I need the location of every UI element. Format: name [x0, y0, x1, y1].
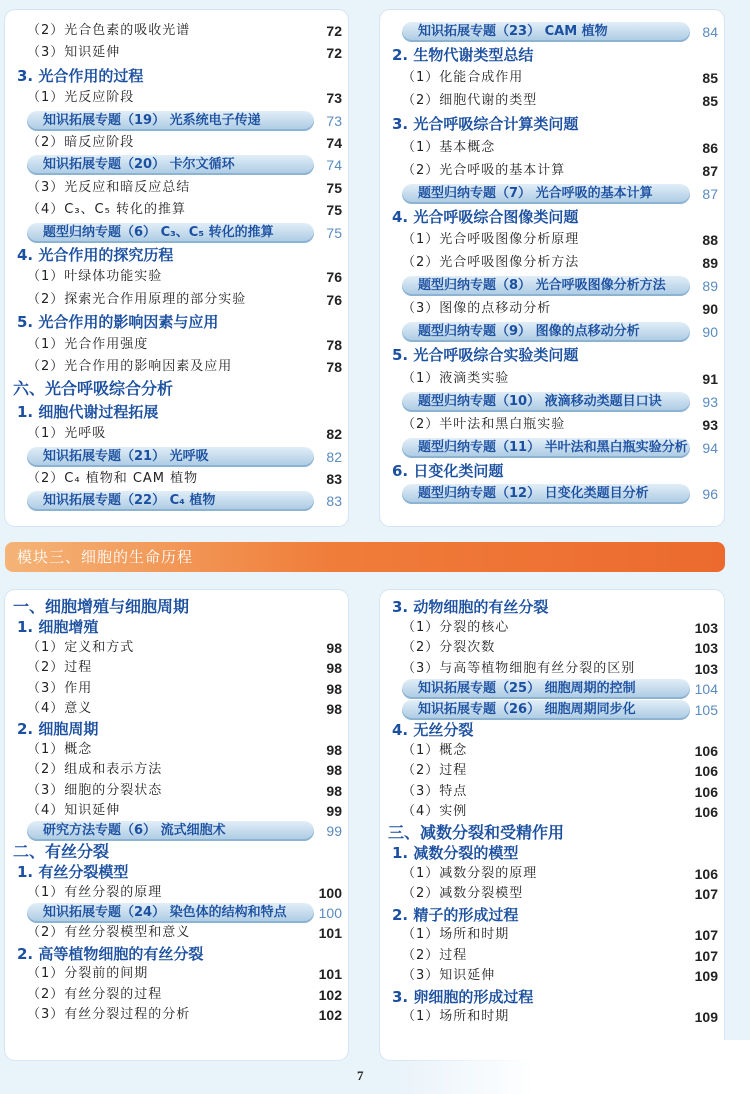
- toc-page-number: 89: [702, 278, 718, 295]
- toc-entry-title: （1）场所和时期: [402, 1009, 510, 1024]
- toc-page-number: 105: [694, 701, 718, 718]
- toc-entry-title: （3）细胞的分裂状态: [27, 782, 163, 798]
- toc-heading[interactable]: [380, 596, 724, 618]
- toc-topic-entry[interactable]: [5, 446, 348, 468]
- toc-page-number: 98: [326, 782, 342, 799]
- toc-entry-title: 知识拓展专题（24） 染色体的结构和特点: [43, 905, 287, 920]
- toc-page-number: 90: [702, 301, 718, 318]
- toc-entry-title: （2）光合色素的吸收光谱: [27, 23, 191, 38]
- toc-page-number: 106: [694, 763, 718, 779]
- toc-entry-title: （1）光合呼吸图像分析原理: [402, 231, 580, 247]
- toc-page-number: 104: [694, 681, 718, 697]
- toc-entry-title: （4）C₃、C₅ 转化的推算: [27, 202, 186, 218]
- toc-page-number: 106: [694, 783, 718, 800]
- toc-entry-title: 知识拓展专题（23） CAM 植物: [418, 24, 608, 39]
- toc-entry[interactable]: [5, 780, 348, 802]
- toc-heading[interactable]: [380, 344, 724, 366]
- toc-topic-entry[interactable]: [380, 437, 724, 459]
- toc-entry-title: 题型归纳专题（8） 光合呼吸图像分析方法: [418, 278, 666, 294]
- toc-entry-title: 3. 光合呼吸综合计算类问题: [392, 115, 579, 134]
- toc-entry-title: 1. 有丝分裂模型: [17, 863, 129, 882]
- toc-entry[interactable]: [380, 883, 724, 905]
- toc-heading[interactable]: [5, 841, 348, 863]
- toc-entry-title: （1）分裂的核心: [402, 619, 510, 635]
- toc-topic-entry[interactable]: [380, 183, 724, 205]
- toc-entry-title: （3）知识延伸: [27, 45, 121, 61]
- toc-page-number: 74: [326, 135, 342, 151]
- toc-page-number: 101: [318, 966, 342, 983]
- toc-page-number: 72: [326, 45, 342, 62]
- toc-page-number: 103: [694, 619, 718, 636]
- toc-page-number: 106: [694, 865, 718, 882]
- toc-topic-entry[interactable]: [5, 820, 348, 842]
- toc-entry-title: （1）分裂前的间期: [27, 966, 149, 982]
- toc-entry-title: 2. 高等植物细胞的有丝分裂: [17, 944, 204, 963]
- toc-entry-title: （1）定义和方式: [27, 639, 135, 655]
- toc-entry-title: （1）化能合成作用: [402, 70, 524, 86]
- toc-page-number: 109: [694, 1009, 718, 1025]
- toc-entry[interactable]: [5, 984, 348, 1006]
- toc-entry-title: （2）有丝分裂的过程: [27, 986, 163, 1002]
- toc-heading[interactable]: [380, 842, 724, 864]
- toc-topic-entry[interactable]: [380, 483, 724, 505]
- toc-panel-bottom-left: [5, 590, 348, 1060]
- toc-entry-title: （3）有丝分裂过程的分析: [27, 1007, 191, 1022]
- toc-entry-title: 题型归纳专题（6） C₃、C₅ 转化的推算: [43, 224, 274, 240]
- toc-page-number: 93: [702, 416, 718, 433]
- toc-page-number: 90: [702, 324, 718, 341]
- toc-entry-title: 二、有丝分裂: [13, 841, 110, 861]
- toc-entry-title: 题型归纳专题（12） 日变化类题目分析: [418, 486, 649, 501]
- toc-entry-title: （2）有丝分裂模型和意义: [27, 925, 191, 941]
- toc-entry-title: 知识拓展专题（19） 光系统电子传递: [43, 112, 261, 128]
- module-banner-title: 模块三、细胞的生命历程: [17, 548, 194, 566]
- toc-page-number: 93: [702, 393, 718, 410]
- toc-page-number: 99: [326, 823, 342, 840]
- toc-page-number: 98: [326, 639, 342, 656]
- toc-entry[interactable]: [380, 414, 724, 436]
- toc-heading[interactable]: [380, 460, 724, 482]
- toc-entry[interactable]: [5, 20, 348, 42]
- toc-entry-title: 4. 无丝分裂: [392, 721, 474, 739]
- toc-topic-entry[interactable]: [380, 275, 724, 297]
- toc-page-number: 91: [702, 370, 718, 387]
- toc-entry-title: （1）基本概念: [402, 139, 496, 155]
- toc-entry[interactable]: [380, 137, 724, 159]
- toc-entry[interactable]: [380, 801, 724, 823]
- toc-panel-top-left: [5, 10, 348, 526]
- toc-entry-title: （1）减数分裂的原理: [402, 865, 538, 881]
- toc-entry[interactable]: [5, 698, 348, 720]
- toc-page-number: 74: [326, 157, 342, 174]
- toc-entry[interactable]: [5, 199, 348, 221]
- toc-entry-title: （2）细胞代谢的类型: [402, 93, 538, 109]
- toc-page-number: 87: [702, 185, 718, 202]
- toc-entry[interactable]: [5, 963, 348, 985]
- toc-topic-entry[interactable]: [5, 490, 348, 512]
- toc-entry-title: 4. 光合作用的探究历程: [17, 246, 174, 264]
- toc-page-number: 98: [326, 680, 342, 697]
- toc-entry-title: 3. 动物细胞的有丝分裂: [392, 598, 549, 616]
- toc-topic-entry[interactable]: [380, 21, 724, 43]
- toc-entry[interactable]: [380, 617, 724, 639]
- toc-entry[interactable]: [5, 177, 348, 199]
- toc-page-number: 84: [702, 24, 718, 40]
- toc-entry-title: 题型归纳专题（7） 光合呼吸的基本计算: [418, 185, 653, 201]
- toc-page-number: 73: [326, 90, 342, 107]
- toc-entry-title: 题型归纳专题（9） 图像的点移动分析: [418, 324, 640, 340]
- toc-page-number: 99: [326, 803, 342, 819]
- toc-page-number: 103: [694, 660, 718, 677]
- toc-page-number: 96: [702, 486, 718, 502]
- toc-entry[interactable]: [5, 423, 348, 445]
- toc-page-number: 107: [694, 927, 718, 943]
- toc-page-number: 101: [318, 925, 342, 942]
- toc-heading[interactable]: [380, 719, 724, 741]
- toc-entry-title: 3. 卵细胞的形成过程: [392, 987, 534, 1006]
- toc-entry[interactable]: [5, 657, 348, 679]
- toc-entry-title: （2）过程: [402, 763, 468, 778]
- toc-panel-top-right: [380, 10, 724, 526]
- toc-page-number: 75: [326, 202, 342, 219]
- toc-entry[interactable]: [380, 229, 724, 251]
- toc-entry-title: （2）光合呼吸图像分析方法: [402, 255, 580, 270]
- toc-entry-title: 1. 减数分裂的模型: [392, 844, 519, 862]
- toc-page-number: 103: [694, 640, 718, 656]
- toc-entry-title: （2）光合作用的影响因素及应用: [27, 359, 233, 374]
- toc-page-number: 102: [318, 1007, 342, 1023]
- toc-entry-title: （4）知识延伸: [27, 803, 121, 818]
- toc-entry-title: 4. 光合呼吸综合图像类问题: [392, 207, 579, 226]
- toc-entry[interactable]: [5, 334, 348, 356]
- toc-entry[interactable]: [380, 368, 724, 390]
- toc-entry[interactable]: [5, 87, 348, 109]
- toc-entry-title: （2）探索光合作用原理的部分实验: [27, 291, 247, 307]
- toc-entry-title: （4）意义: [27, 701, 93, 716]
- toc-heading[interactable]: [380, 113, 724, 135]
- toc-entry-title: （2）分裂次数: [402, 640, 496, 655]
- toc-page-number: 88: [702, 231, 718, 248]
- toc-entry-title: 2. 生物代谢类型总结: [392, 46, 534, 65]
- toc-entry-title: （1）场所和时期: [402, 927, 510, 942]
- toc-entry-title: 5. 光合作用的影响因素与应用: [17, 313, 219, 332]
- toc-heading[interactable]: [380, 822, 724, 844]
- toc-heading[interactable]: [380, 904, 724, 926]
- toc-entry[interactable]: [5, 356, 348, 378]
- toc-entry-title: 一、细胞增殖与细胞周期: [13, 597, 190, 616]
- toc-page-number: 98: [326, 741, 342, 758]
- toc-entry-title: （1）有丝分裂的原理: [27, 884, 163, 900]
- toc-panel-bottom-right: [380, 590, 724, 1060]
- toc-entry[interactable]: [380, 252, 724, 274]
- toc-heading[interactable]: [5, 378, 348, 400]
- toc-entry[interactable]: [380, 740, 724, 762]
- toc-entry-title: 三、减数分裂和受精作用: [388, 822, 565, 842]
- toc-entry[interactable]: [380, 658, 724, 680]
- toc-page-number: 100: [318, 884, 342, 901]
- toc-page-number: 106: [694, 804, 718, 820]
- toc-entry[interactable]: [5, 266, 348, 288]
- toc-topic-entry[interactable]: [380, 678, 724, 700]
- toc-entry-title: 2. 细胞周期: [17, 720, 99, 739]
- toc-entry-title: 1. 细胞增殖: [17, 618, 99, 637]
- toc-entry[interactable]: [380, 67, 724, 89]
- toc-entry-title: （1）光反应阶段: [27, 90, 135, 106]
- toc-entry-title: （2）暗反应阶段: [27, 135, 135, 150]
- toc-entry-title: 知识拓展专题（20） 卡尔文循环: [43, 157, 235, 173]
- toc-entry-title: （3）光反应和暗反应总结: [27, 179, 191, 195]
- toc-heading[interactable]: [5, 718, 348, 740]
- toc-entry-title: 题型归纳专题（11） 半叶法和黑白瓶实验分析: [418, 439, 688, 455]
- toc-page-number: 78: [326, 359, 342, 375]
- toc-entry[interactable]: [5, 922, 348, 944]
- toc-page-number: 78: [326, 336, 342, 353]
- toc-page-number: 82: [326, 448, 342, 465]
- toc-entry-title: 研究方法专题（6） 流式细胞术: [43, 823, 226, 839]
- toc-page-number: 76: [326, 291, 342, 308]
- toc-entry-title: （2）C₄ 植物和 CAM 植物: [27, 471, 199, 486]
- toc-entry[interactable]: [380, 924, 724, 946]
- toc-topic-entry[interactable]: [380, 321, 724, 343]
- toc-entry[interactable]: [5, 800, 348, 822]
- toc-entry[interactable]: [380, 965, 724, 987]
- toc-page-number: 85: [702, 70, 718, 87]
- toc-topic-entry[interactable]: [5, 110, 348, 132]
- toc-entry[interactable]: [5, 289, 348, 311]
- toc-entry[interactable]: [380, 863, 724, 885]
- toc-entry[interactable]: [380, 760, 724, 782]
- toc-entry-title: （1）液滴类实验: [402, 370, 510, 386]
- toc-entry-title: 3. 光合作用的过程: [17, 66, 144, 85]
- toc-topic-entry[interactable]: [380, 391, 724, 413]
- toc-entry-title: （2）减数分裂模型: [402, 886, 524, 901]
- toc-entry[interactable]: [5, 468, 348, 490]
- page-glare: [395, 1040, 750, 1094]
- toc-entry[interactable]: [5, 42, 348, 64]
- toc-entry-title: （2）过程: [402, 947, 468, 963]
- toc-heading[interactable]: [5, 596, 348, 618]
- toc-entry-title: （4）实例: [402, 804, 468, 819]
- toc-entry-title: （1）概念: [402, 742, 468, 758]
- toc-entry[interactable]: [5, 759, 348, 781]
- toc-entry[interactable]: [380, 637, 724, 659]
- toc-heading[interactable]: [5, 401, 348, 423]
- toc-page-number: 82: [326, 426, 342, 443]
- module-banner: [5, 542, 725, 572]
- toc-page-number: 89: [702, 255, 718, 271]
- toc-entry[interactable]: [5, 739, 348, 761]
- toc-entry-title: 六、光合呼吸综合分析: [13, 379, 174, 399]
- toc-entry[interactable]: [380, 298, 724, 320]
- toc-page-number: 76: [326, 269, 342, 286]
- toc-entry-title: （1）叶绿体功能实验: [27, 269, 163, 285]
- toc-entry[interactable]: [5, 1004, 348, 1026]
- toc-entry[interactable]: [5, 678, 348, 700]
- toc-entry-title: （2）光合呼吸的基本计算: [402, 162, 566, 178]
- toc-entry-title: 6. 日变化类问题: [392, 461, 504, 480]
- toc-page-number: 86: [702, 139, 718, 156]
- toc-entry[interactable]: [380, 781, 724, 803]
- toc-entry-title: 1. 细胞代谢过程拓展: [17, 402, 159, 421]
- toc-page-number: 107: [694, 886, 718, 902]
- page-number: 7: [357, 1068, 364, 1083]
- toc-heading[interactable]: [380, 206, 724, 228]
- toc-entry[interactable]: [380, 160, 724, 182]
- toc-entry-title: （1）光呼吸: [27, 426, 107, 442]
- toc-heading[interactable]: [5, 65, 348, 87]
- toc-heading[interactable]: [5, 616, 348, 638]
- toc-page-number: 109: [694, 968, 718, 984]
- toc-entry[interactable]: [5, 882, 348, 904]
- toc-entry-title: （1）概念: [27, 741, 93, 757]
- toc-page-number: 106: [694, 742, 718, 759]
- toc-topic-entry[interactable]: [5, 222, 348, 244]
- toc-page-number: 87: [702, 162, 718, 179]
- toc-page-number: 75: [326, 179, 342, 196]
- toc-entry-title: 知识拓展专题（26） 细胞周期同步化: [418, 701, 636, 717]
- toc-entry[interactable]: [380, 1006, 724, 1028]
- toc-page-number: 83: [326, 493, 342, 510]
- toc-page-number: 83: [326, 471, 342, 487]
- toc-entry-title: 2. 精子的形成过程: [392, 905, 519, 924]
- toc-heading[interactable]: [5, 311, 348, 333]
- toc-heading[interactable]: [5, 244, 348, 266]
- toc-page-number: 75: [326, 224, 342, 241]
- toc-page-number: 72: [326, 23, 342, 39]
- toc-entry-title: （3）知识延伸: [402, 968, 496, 983]
- toc-topic-entry[interactable]: [5, 902, 348, 924]
- toc-entry-title: （2）半叶法和黑白瓶实验: [402, 416, 566, 432]
- toc-heading[interactable]: [380, 44, 724, 66]
- toc-entry[interactable]: [5, 132, 348, 154]
- toc-entry-title: 题型归纳专题（10） 液滴移动类题目口诀: [418, 393, 662, 409]
- toc-page-number: 85: [702, 93, 718, 110]
- toc-page-number: 73: [326, 112, 342, 129]
- toc-entry-title: 5. 光合呼吸综合实验类问题: [392, 346, 579, 365]
- toc-entry[interactable]: [380, 945, 724, 967]
- toc-heading[interactable]: [5, 943, 348, 965]
- toc-entry-title: （3）作用: [27, 680, 93, 696]
- toc-entry-title: （1）光合作用强度: [27, 336, 149, 352]
- toc-entry[interactable]: [380, 90, 724, 112]
- toc-entry-title: （2）组成和表示方法: [27, 762, 163, 778]
- toc-page-number: 102: [318, 986, 342, 1003]
- toc-heading[interactable]: [5, 861, 348, 883]
- toc-page-number: 94: [702, 439, 718, 456]
- toc-entry-title: 知识拓展专题（25） 细胞周期的控制: [418, 681, 636, 696]
- toc-entry-title: （3）与高等植物细胞有丝分裂的区别: [402, 660, 636, 676]
- toc-entry-title: （2）过程: [27, 660, 93, 676]
- toc-page-number: 98: [326, 660, 342, 677]
- toc-page-number: 98: [326, 762, 342, 779]
- toc-page-number: 100: [318, 905, 342, 921]
- toc-entry-title: 知识拓展专题（22） C₄ 植物: [43, 493, 216, 509]
- toc-page-number: 107: [694, 947, 718, 964]
- toc-topic-entry[interactable]: [380, 699, 724, 721]
- toc-topic-entry[interactable]: [5, 154, 348, 176]
- toc-entry-title: （3）图像的点移动分析: [402, 301, 552, 317]
- toc-entry-title: 知识拓展专题（21） 光呼吸: [43, 448, 209, 464]
- toc-page-number: 98: [326, 701, 342, 717]
- toc-entry[interactable]: [5, 637, 348, 659]
- toc-heading[interactable]: [380, 986, 724, 1008]
- toc-entry-title: （3）特点: [402, 783, 468, 799]
